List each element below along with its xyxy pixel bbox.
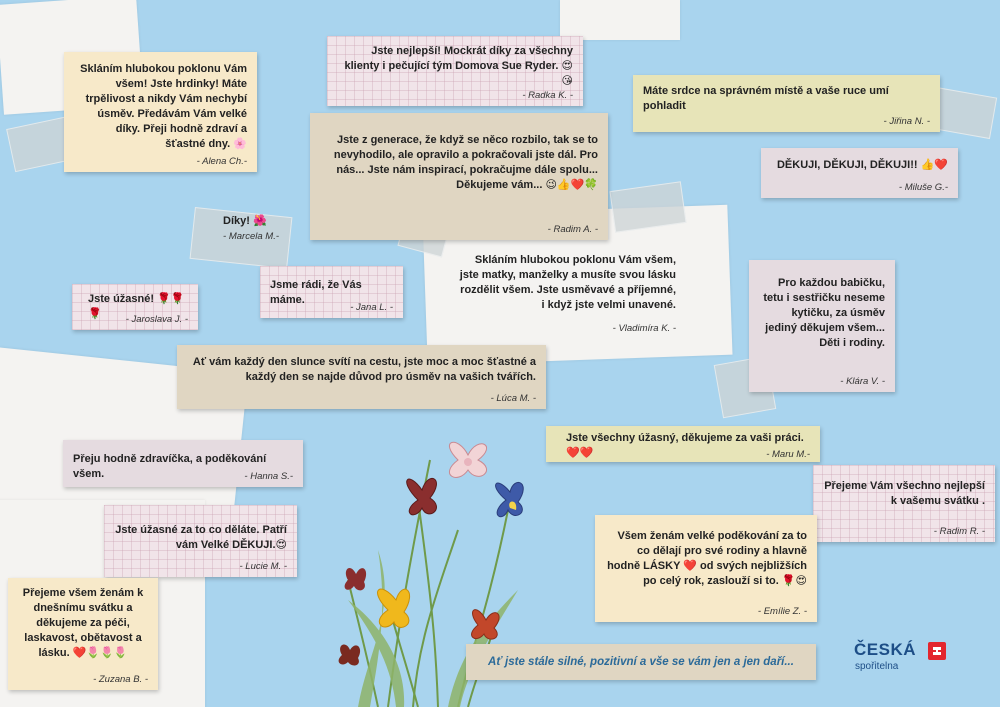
note-zuzana [8,578,158,690]
note-message: Přeju hodně zdravíčka, a poděkování všem. [73,453,267,480]
note-signature: - Jiřina N. - [883,116,930,127]
note-message: Přejeme všem ženám k dnešnímu svátku a děkujeme za péči, laskavost, obětavost a lásku. ❤️🌷🌷🌷 [22,587,144,659]
note-signature: - Klára V. - [840,376,885,387]
note-signature: - Marcela M.- [223,231,279,242]
note-maru [546,426,820,462]
note-message: Máte srdce na správném místě a vaše ruce umí pohladit [643,85,889,112]
note-jana [260,266,403,318]
note-message: Jste nejlepší! Mockrát díky za všechny klienty i pečující tým Domova Sue Ryder. 😍😘 [344,45,573,87]
note-radim-r [813,465,995,542]
note-message: Ať vám každý den slunce svítí na cestu, jste moc a moc šťastné a každý den se najde důvod pro úsměv na vašich tvářích. [192,356,536,383]
note-signature: - Lúca M. - [490,393,536,404]
note-vladimira [448,247,686,339]
note-signature: - Vladimíra K. - [612,323,676,334]
note-luca [177,345,546,409]
note-jirina [633,75,940,132]
note-message: Jste z generace, že když se něco rozbilo, tak se to nevyhodilo, ale opravilo a pokračovali jste dál. Pro nás... Jste nám inspirací, pokračujme dále spolu... Děkujeme vám... 😉👍❤️🍀 [333,134,598,191]
note-signature: - Emílie Z. - [757,606,807,617]
closing-text: Ať jste stále silné, pozitivní a vše se vám jen a jen daří... [488,656,794,668]
note-message: Skláním hlubokou poklonu Vám všem, jste matky, manželky a musíte svou lásku rozdělit všem. Jste usměvavé a příjemné, i když jste velmi unavené. [459,254,676,311]
note-message: Všem ženám velké poděkování za to co dělají pro své rodiny a hlavně hodně LÁSKY ❤️ od svých nejbližších po celý rok, zaslouží si to. 🌹😍 [607,530,807,587]
note-signature: - Jana L. - [350,302,393,313]
note-marcela [205,208,285,244]
ceska-sporitelna-logo [852,636,952,680]
note-hanna [63,440,303,487]
note-jaroslava [72,284,198,330]
note-signature: - Miluše G.- [898,182,948,193]
note-klara [749,260,895,392]
note-signature: - Lucie M. - [239,561,287,572]
logo-subtitle: spořitelna [855,661,899,672]
note-radka [327,36,583,106]
note-signature: - Radim R. - [933,526,985,537]
torn-paper-bg [560,0,680,40]
note-message: Jste úžasné! 🌹🌹🌹 [88,293,185,320]
note-signature: - Alena Ch.- [196,156,247,167]
note-message: Díky! 🌺 [223,215,267,227]
note-message: Přejeme Vám všechno nejlepší k vašemu svátku . [824,480,985,507]
note-signature: - Maru M.- [766,449,810,460]
note-signature: - Hanna S.- [244,471,293,482]
note-alena [64,52,257,172]
note-message: DĚKUJI, DĚKUJI, DĚKUJI!! 👍❤️ [776,159,948,171]
logo-s-mark-icon [928,642,946,660]
note-signature: - Radim A. - [547,224,598,235]
note-message: Jste všechny úžasný, děkujeme za vaši práci.❤️❤️ [566,432,804,459]
note-message: Skláním hlubokou poklonu Vám všem! Jste hrdinky! Máte trpělivost a nikdy Vám nechybí úsměv. Předávám Vám velké díky. Přeji hodně zdraví a šťastné dny. 🌸 [80,63,247,150]
note-signature: - Radka K. - [522,90,573,101]
note-message: Pro každou babičku, tetu i sestřičku neseme kytičku, za úsměv jediný děkujem všem... Děti i rodiny. [763,277,885,349]
closing-banner [466,644,816,680]
note-lucie [104,505,297,577]
note-message: Jsme rádi, že Vás máme. [270,279,362,306]
note-message: Jste úžasné za to co děláte. Patří vám Velké DĚKUJI.😍 [115,524,287,551]
note-signature: - Zuzana B. - [93,674,148,685]
note-signature: - Jaroslava J. - [125,314,188,325]
note-emilie [595,515,817,622]
note-miluse [761,148,958,198]
note-radim-a [310,113,608,240]
logo-wordmark: ČESKÁ [854,640,917,659]
